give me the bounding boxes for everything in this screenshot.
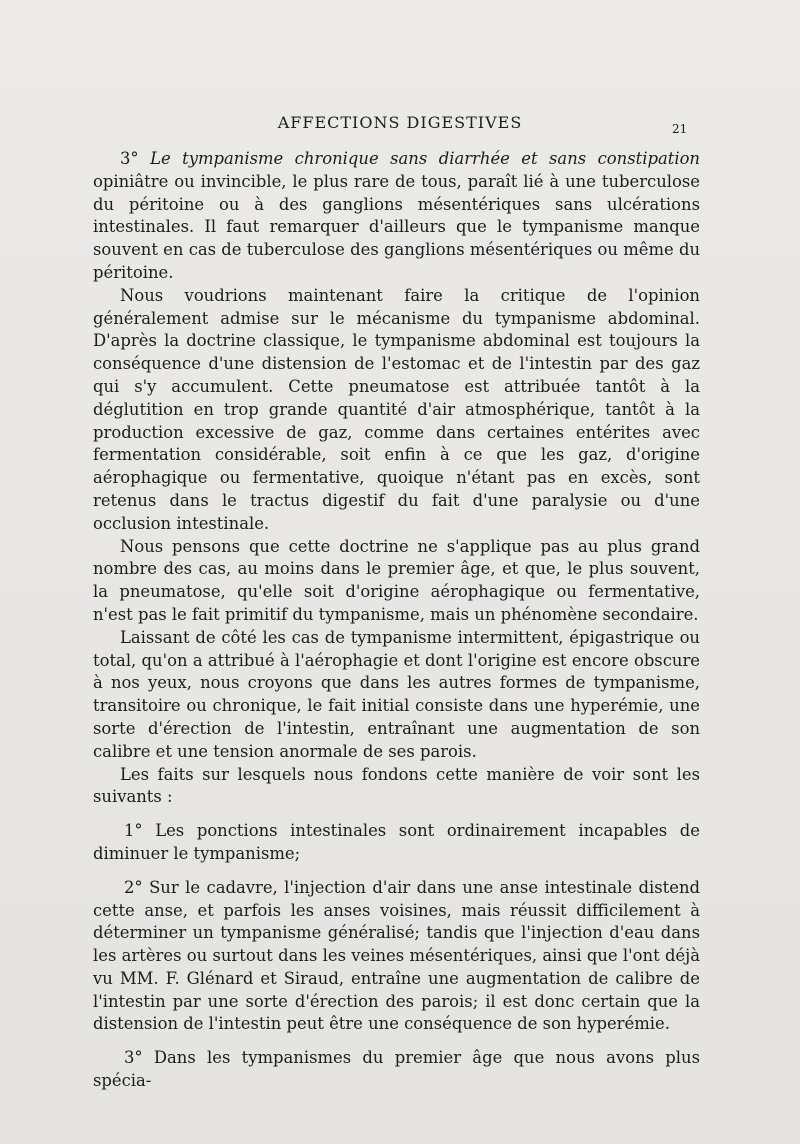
page-number: 21: [672, 122, 688, 136]
list-item-cadaver-injection: 2° Sur le cadavre, l'injection d'air dans une anse intestinale distend cette anse, et parfois les anses voisines, mais réussit difficilement à déterminer un tympanisme généralisé; tandis que l'injection d'eau dans les artères ou surtout dans les veines mésentériques, ainsi que l'ont déjà vu MM. F. Glénard et Siraud, entraîne une augmentation de calibre de l'intestin par une sorte d'érection des parois; il est donc certain que la distension de l'intestin peut être une conséquence de son hyperémie.: [93, 877, 700, 1034]
item-number: 3°: [120, 149, 139, 168]
paragraph-hyperemia: Laissant de côté les cas de tympanisme intermittent, épigastrique ou total, qu'on a attribué à l'aérophagie et dont l'origine est encore obscure à nos yeux, nous croyons que dans les autres formes de tympanisme, transitoire ou chronique, le fait initial consiste dans une hyperémie, une sorte d'érection de l'intestin, entraînant une augmentation de son calibre et une tension anormale de ses parois.: [93, 627, 700, 761]
paragraph-facts-intro: Les faits sur lesquels nous fondons cette manière de voir sont les suivants :: [93, 764, 700, 807]
italic-heading: Le tympanisme chronique sans diarrhée et sans constipation: [150, 149, 700, 168]
paragraph-chronic-tympanism: [93, 148, 700, 285]
body-text: [93, 148, 700, 1093]
paragraph-doctrine: Nous pensons que cette doctrine ne s'applique pas au plus grand nombre des cas, au moins dans le premier âge, et que, le plus souvent, la pneumatose, qu'elle soit d'origine aérophagique ou fermentative, n'est pas le fait primitif du tympanisme, mais un phénomène secondaire.: [93, 536, 700, 624]
paragraph-text: opiniâtre ou invincible, le plus rare de tous, paraît lié à une tuberculose du péritoine ou à des ganglions mésentériques sans ulcérations intestinales. Il faut remarquer d'ailleurs que le tympanisme manque souvent en cas de tuberculose des ganglions mésentériques ou même du péritoine.: [93, 171, 700, 282]
list-item-punctures: 1° Les ponctions intestinales sont ordinairement incapables de diminuer le tympanisme;: [93, 821, 700, 863]
running-head: AFFECTIONS DIGESTIVES: [277, 113, 523, 132]
paragraph-critique: Nous voudrions maintenant faire la critique de l'opinion généralement admise sur le mécanisme du tympanisme abdominal. D'après la doctrine classique, le tympanisme abdominal est toujours la conséquence d'une distension de l'estomac et de l'intestin par des gaz qui s'y accumulent. Cette pneumatose est attribuée tantôt à la déglutition en trop grande quantité d'air atmosphérique, tantôt à la production excessive de gaz, comme dans certaines entérites avec fermentation considérable, soit enfin à ce que les gaz, d'origine aérophagique ou fermentative, quoique n'étant pas en excès, sont retenus dans le tractus digestif du fait d'une paralysie ou d'une occlusion intestinale.: [93, 285, 700, 533]
list-item-infant-tympanism: 3° Dans les tympanismes du premier âge que nous avons plus spécia-: [93, 1048, 700, 1091]
